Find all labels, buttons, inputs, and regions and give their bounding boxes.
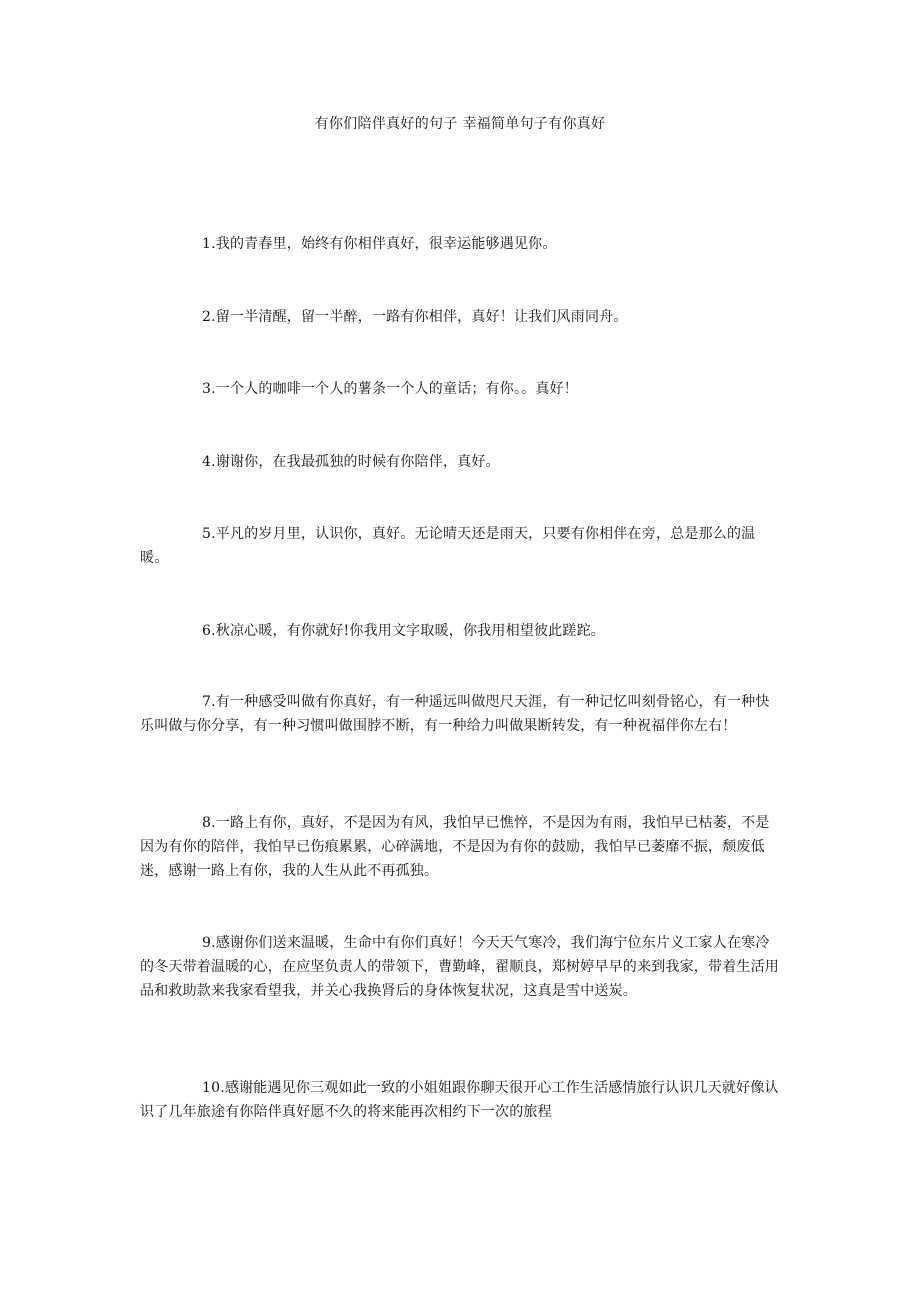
paragraph-7: 7.有一种感受叫做有你真好，有一种遥远叫做咫尺天涯，有一种记忆叫刻骨铭心，有一种快乐叫做与你分享，有一种习惯叫做围脖不断，有一种给力叫做果断转发，有一种祝福伴你左右！ [140, 694, 770, 734]
paragraph-10: 10.感谢能遇见你三观如此一致的小姐姐跟你聊天很开心工作生活感情旅行认识几天就好像认识了几年旅途有你陪伴真好愿不久的将来能再次相约下一次的旅程 [140, 1080, 779, 1120]
paragraph-4: 4.谢谢你，在我最孤独的时候有你陪伴，真好。 [202, 454, 500, 470]
paragraph-1: 1.我的青春里，始终有你相伴真好，很幸运能够遇见你。 [202, 236, 557, 252]
paragraph-6: 6.秋凉心暖，有你就好!你我用文字取暖，你我用相望彼此蹉跎。 [202, 623, 605, 639]
document-title: 有你们陪伴真好的句子 幸福简单句子有你真好 [314, 116, 606, 132]
paragraph-5: 5.平凡的岁月里，认识你，真好。无论晴天还是雨天，只要有你相伴在旁，总是那么的温暖。 [140, 526, 756, 566]
paragraph-9: 9.感谢你们送来温暖，生命中有你们真好！今天天气寒冷，我们海宁位东片义工家人在寒冷的冬天带着温暖的心，在应坚负责人的带领下，曹勤峰，翟顺良，郑树婷早早的来到我家，带着生活用品和救助款来我家看望我，并关心我换肾后的身体恢复状况，这真是雪中送炭。 [140, 935, 779, 999]
paragraph-8: 8.一路上有你，真好，不是因为有风，我怕早已憔悴，不是因为有雨，我怕早已枯萎，不是因为有你的陪伴，我怕早已伤痕累累，心碎满地，不是因为有你的鼓励，我怕早已萎靡不振，颓废低迷，感谢一路上有你，我的人生从此不再孤独。 [140, 815, 770, 879]
paragraph-2: 2.留一半清醒，留一半醉，一路有你相伴，真好！让我们风雨同舟。 [202, 309, 628, 325]
paragraph-3: 3.一个人的咖啡一个人的薯条一个人的童话；有你。。真好！ [202, 381, 578, 397]
